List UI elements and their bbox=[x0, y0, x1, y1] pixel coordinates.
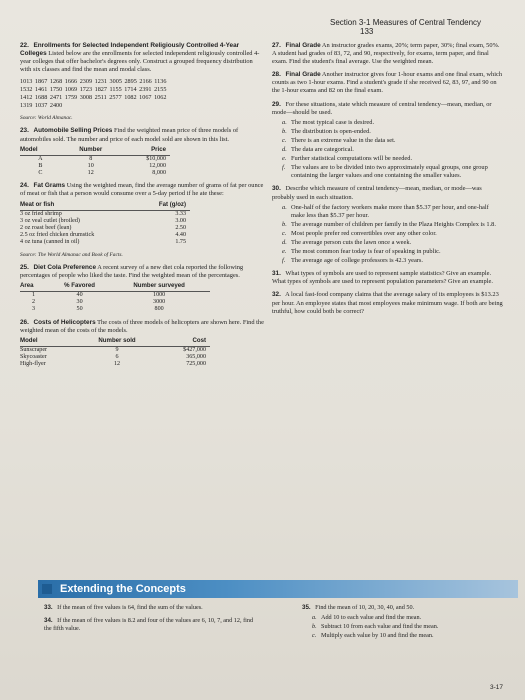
exercise-number: 31. bbox=[272, 270, 281, 278]
exercise-32 bbox=[272, 291, 504, 315]
exercise-number: 32. bbox=[272, 291, 281, 299]
option-text: The average number of children per family in the Plaza Heights Complex is 1.8. bbox=[291, 220, 496, 228]
table-cell: C bbox=[38, 170, 43, 177]
banner-title: Extending the Concepts bbox=[60, 583, 186, 595]
data-line: 1013 1867 1268 1666 2309 1231 3005 2895 2166 1136 bbox=[20, 78, 167, 86]
exercise-number: 24. bbox=[20, 182, 29, 190]
list-item bbox=[312, 614, 512, 622]
table-cell: $427,000 bbox=[183, 346, 206, 353]
exercise-number: 22. bbox=[20, 42, 29, 49]
exercise-35 bbox=[302, 604, 512, 640]
option-list bbox=[282, 204, 504, 266]
exercise-title: Fat Grams bbox=[33, 182, 66, 190]
option-letter: c. bbox=[282, 136, 287, 144]
table-cell: 800 bbox=[154, 306, 164, 313]
running-header bbox=[330, 18, 525, 36]
table-row bbox=[20, 218, 190, 225]
option-text: The most typical case is desired. bbox=[291, 118, 375, 126]
page-number: 133 bbox=[360, 27, 374, 36]
option-letter: a. bbox=[282, 203, 287, 211]
data-line: 1319 1037 2400 bbox=[20, 102, 63, 110]
option-text: Subtract 10 from each value and find the mean. bbox=[321, 623, 439, 630]
option-text: The values are to be divided into two approximately equal groups, one group containing the larger values and one containing the smaller values. bbox=[291, 164, 488, 180]
exercise-text: A recent survey of a new diet cola reported the following percentages of people who liked the taste. Find the weighted mean of the percentages. bbox=[20, 263, 244, 279]
exercise-text: A local fast-food company claims that the average salary of its employees is $13.23 per hour. An employee states that most employees make minimum wage. If both are being truthful, how could both be correct? bbox=[272, 291, 503, 315]
exercise-text: Listed below are the enrollments for selected independent religiously controlled 4-year colleges that offer bachelor's degrees only. Construct a grouped frequency distribution with six classes and find the mean and modal class. bbox=[20, 50, 260, 74]
column-header: Number bbox=[65, 146, 121, 156]
exercise-number: 26. bbox=[20, 318, 29, 326]
list-item bbox=[312, 623, 512, 631]
option-letter: e. bbox=[282, 248, 287, 256]
table-cell: 50 bbox=[76, 306, 83, 313]
table-cell: Skycoaster bbox=[20, 354, 47, 361]
exercise-23 bbox=[20, 127, 265, 177]
table-cell: $10,000 bbox=[146, 155, 166, 162]
table-cell: 3 oz veal cutlet (broiled) bbox=[20, 217, 80, 224]
list-item bbox=[282, 221, 504, 229]
table-row bbox=[20, 346, 210, 354]
table-cell: 3.33 bbox=[175, 210, 186, 217]
table-cell: 3 bbox=[31, 306, 35, 313]
table-cell: 3 oz fried shrimp bbox=[20, 210, 62, 217]
option-text: Add 10 to each value and find the mean. bbox=[321, 614, 422, 621]
option-text: The average person cuts the lawn once a week. bbox=[291, 238, 412, 246]
column-header: Fat (g/oz) bbox=[142, 201, 190, 211]
option-letter: f. bbox=[282, 164, 286, 172]
list-item bbox=[282, 239, 504, 247]
list-item bbox=[282, 257, 504, 265]
option-list bbox=[312, 614, 512, 640]
list-item bbox=[282, 119, 504, 127]
table-row bbox=[20, 163, 170, 170]
exercise-title: Diet Cola Preference bbox=[33, 263, 97, 271]
option-text: The most common fear today is fear of speaking in public. bbox=[291, 248, 441, 256]
table-cell: 8,000 bbox=[152, 170, 166, 177]
exercise-29 bbox=[272, 101, 504, 181]
exercise-number: 28. bbox=[272, 71, 281, 79]
table-cell: Sunscraper bbox=[20, 346, 48, 353]
exercise-33 bbox=[44, 604, 254, 612]
exercise-number: 33. bbox=[44, 604, 53, 611]
table-row bbox=[20, 306, 210, 313]
extending-right-column bbox=[302, 604, 512, 645]
exercise-number: 30. bbox=[272, 185, 281, 193]
table-cell: 2.5 oz fried chicken drumstick bbox=[20, 232, 95, 239]
exercise-title: Automobile Selling Prices bbox=[33, 127, 113, 135]
option-list bbox=[282, 119, 504, 181]
exercise-number: 25. bbox=[20, 263, 29, 271]
option-text: Multiply each value by 10 and find the mean. bbox=[321, 632, 434, 639]
exercise-text: Describe which measure of central tendency—mean, median, or mode—was probably used in each situation. bbox=[272, 185, 482, 201]
option-letter: d. bbox=[282, 146, 287, 154]
list-item bbox=[282, 128, 504, 136]
table-row bbox=[20, 239, 190, 246]
column-header: Number sold bbox=[80, 337, 159, 347]
page-code: 3-17 bbox=[489, 684, 503, 691]
table-cell: B bbox=[38, 162, 43, 169]
enrollment-data bbox=[20, 78, 265, 110]
table-cell: 12 bbox=[87, 170, 94, 177]
left-column bbox=[20, 42, 265, 374]
table-row bbox=[20, 210, 190, 218]
exercise-title: Costs of Helicopters bbox=[33, 318, 96, 326]
helicopter-table bbox=[20, 337, 210, 369]
automobile-table bbox=[20, 146, 170, 178]
section-banner bbox=[38, 580, 518, 598]
table-row bbox=[20, 292, 210, 300]
exercise-title: Final Grade bbox=[285, 42, 321, 49]
exercise-28 bbox=[272, 71, 504, 95]
diet-cola-table bbox=[20, 282, 210, 314]
exercise-text: What types of symbols are used to represent sample statistics? Give an example. What types of symbols are used to represent population parameters? Give an example. bbox=[272, 270, 493, 286]
option-text: Further statistical computations will be needed. bbox=[291, 155, 413, 163]
data-line: 1412 1688 2471 1759 3008 2511 2577 1082 1067 1062 bbox=[20, 94, 167, 102]
option-text: One-half of the factory workers make more than $5.37 per hour, and one-half make less than $5.37 per hour. bbox=[291, 203, 489, 219]
table-cell: 12 bbox=[113, 361, 121, 368]
list-item bbox=[312, 632, 512, 640]
table-cell: 1.75 bbox=[175, 239, 186, 246]
option-letter: c. bbox=[282, 229, 287, 237]
option-text: The data are categorical. bbox=[291, 146, 354, 154]
exercise-number: 27. bbox=[272, 42, 281, 49]
table-cell: 1 bbox=[31, 292, 35, 299]
source-note: Source: World Almanac. bbox=[20, 115, 73, 122]
exercise-25 bbox=[20, 264, 265, 314]
exercise-number: 29. bbox=[272, 100, 281, 108]
table-cell: 4.40 bbox=[175, 232, 186, 239]
table-cell: 30 bbox=[76, 299, 83, 306]
list-item bbox=[282, 155, 504, 163]
table-cell: 10 bbox=[87, 162, 94, 169]
column-header: Model bbox=[20, 146, 65, 156]
data-line: 1532 1461 1750 1069 1723 1827 1155 1714 2391 2155 bbox=[20, 86, 167, 94]
exercise-number: 34. bbox=[44, 617, 53, 624]
table-row bbox=[20, 170, 170, 177]
exercise-text: An instructor grades exams, 20%; term paper, 30%; final exam, 50%. A student had grades of 83, 72, and 90, respectively, for exams, term paper, and final exam. Find the student's final average. Use the weighted mean. bbox=[272, 42, 500, 66]
exercise-number: 23. bbox=[20, 127, 29, 135]
option-letter: d. bbox=[282, 238, 287, 246]
table-cell: 2.50 bbox=[175, 225, 186, 232]
option-text: The distribution is open-ended. bbox=[291, 127, 371, 135]
exercise-22 bbox=[20, 42, 265, 122]
fat-grams-table bbox=[20, 201, 190, 247]
option-letter: b. bbox=[312, 623, 317, 630]
option-text: There is an extreme value in the data set. bbox=[291, 136, 396, 144]
table-cell: 40 bbox=[76, 292, 83, 299]
table-cell: 3000 bbox=[153, 299, 166, 306]
option-letter: a. bbox=[282, 118, 287, 126]
exercise-text: If the mean of five values is 8.2 and four of the values are 6, 10, 7, and 12, find the fifth value. bbox=[44, 617, 254, 632]
column-header: Meat or fish bbox=[20, 201, 142, 211]
extending-left-column bbox=[44, 604, 254, 638]
exercise-text: Find the mean of 10, 20, 30, 40, and 50. bbox=[315, 604, 415, 611]
banner-marker-icon bbox=[42, 584, 52, 594]
option-letter: b. bbox=[282, 127, 287, 135]
table-row bbox=[20, 361, 210, 368]
exercise-number: 35. bbox=[302, 604, 311, 611]
table-cell: High-flyer bbox=[20, 361, 46, 368]
option-letter: a. bbox=[312, 614, 317, 621]
column-header: Price bbox=[121, 146, 170, 156]
column-header: Cost bbox=[159, 337, 210, 347]
table-cell: 12,000 bbox=[149, 162, 166, 169]
table-cell: 1000 bbox=[153, 292, 166, 299]
exercise-30 bbox=[272, 185, 504, 265]
column-header: % Favored bbox=[51, 282, 112, 292]
list-item bbox=[282, 248, 504, 256]
section-title: Section 3-1 Measures of Central Tendency bbox=[330, 18, 482, 27]
column-header: Area bbox=[20, 282, 51, 292]
exercise-title: Final Grade bbox=[285, 71, 321, 79]
option-letter: c. bbox=[312, 632, 317, 639]
table-row bbox=[20, 299, 210, 306]
exercise-31 bbox=[272, 270, 504, 286]
exercise-27 bbox=[272, 42, 504, 66]
list-item bbox=[282, 230, 504, 238]
table-cell: 725,000 bbox=[186, 361, 206, 368]
table-cell: 365,000 bbox=[186, 354, 206, 361]
exercise-text: For these situations, state which measure of central tendency—mean, median, or mode—should be used. bbox=[272, 100, 492, 116]
list-item bbox=[282, 146, 504, 154]
table-cell: 4 oz tuna (canned in oil) bbox=[20, 239, 80, 246]
exercise-34 bbox=[44, 617, 254, 633]
table-cell: 6 bbox=[115, 354, 119, 361]
list-item bbox=[282, 204, 504, 220]
table-cell: A bbox=[38, 155, 43, 162]
table-cell: 8 bbox=[89, 155, 93, 162]
table-cell: 9 bbox=[115, 346, 119, 353]
exercise-text: If the mean of five values is 64, find the sum of the values. bbox=[57, 604, 203, 611]
source-note: Source: The World Almanac and Book of Facts. bbox=[20, 251, 123, 258]
list-item bbox=[282, 137, 504, 145]
exercise-title: Enrollments for Selected Independent Religiously Controlled 4-Year Colleges bbox=[20, 42, 240, 58]
table-row bbox=[20, 155, 170, 163]
exercise-text: Find the weighted mean price of three models of automobiles sold. The number and price of each model sold are shown in this list. bbox=[20, 127, 239, 143]
exercise-text: Another instructor gives four 1-hour exams and one final exam, which counts as two 1-hour exams. Find a student's grade if she received 62, 83, 97, and 90 on the 1-hour exams and 82 on the final exam. bbox=[272, 71, 503, 95]
option-text: The average age of college professors is 42.3 years. bbox=[291, 257, 424, 265]
list-item bbox=[282, 164, 504, 180]
option-text: Most people prefer red convertibles over any other color. bbox=[291, 229, 437, 237]
exercise-text: The costs of three models of helicopters are shown here. Find the weighted mean of the costs of the models. bbox=[20, 318, 264, 334]
table-row bbox=[20, 354, 210, 361]
right-column bbox=[272, 42, 504, 321]
exercise-26 bbox=[20, 319, 265, 369]
exercise-24 bbox=[20, 182, 265, 258]
option-letter: b. bbox=[282, 220, 287, 228]
column-header: Model bbox=[20, 337, 80, 347]
table-cell: 3.00 bbox=[175, 217, 186, 224]
option-letter: e. bbox=[282, 155, 287, 163]
table-cell: 2 bbox=[31, 299, 35, 306]
option-letter: f. bbox=[282, 257, 286, 265]
table-cell: 2 oz roast beef (lean) bbox=[20, 225, 72, 232]
exercise-text: Using the weighted mean, find the average number of grams of fat per ounce of meat or fish that a person would consume over a 5-day period if he ate these: bbox=[20, 182, 264, 198]
column-header: Number surveyed bbox=[112, 282, 210, 292]
